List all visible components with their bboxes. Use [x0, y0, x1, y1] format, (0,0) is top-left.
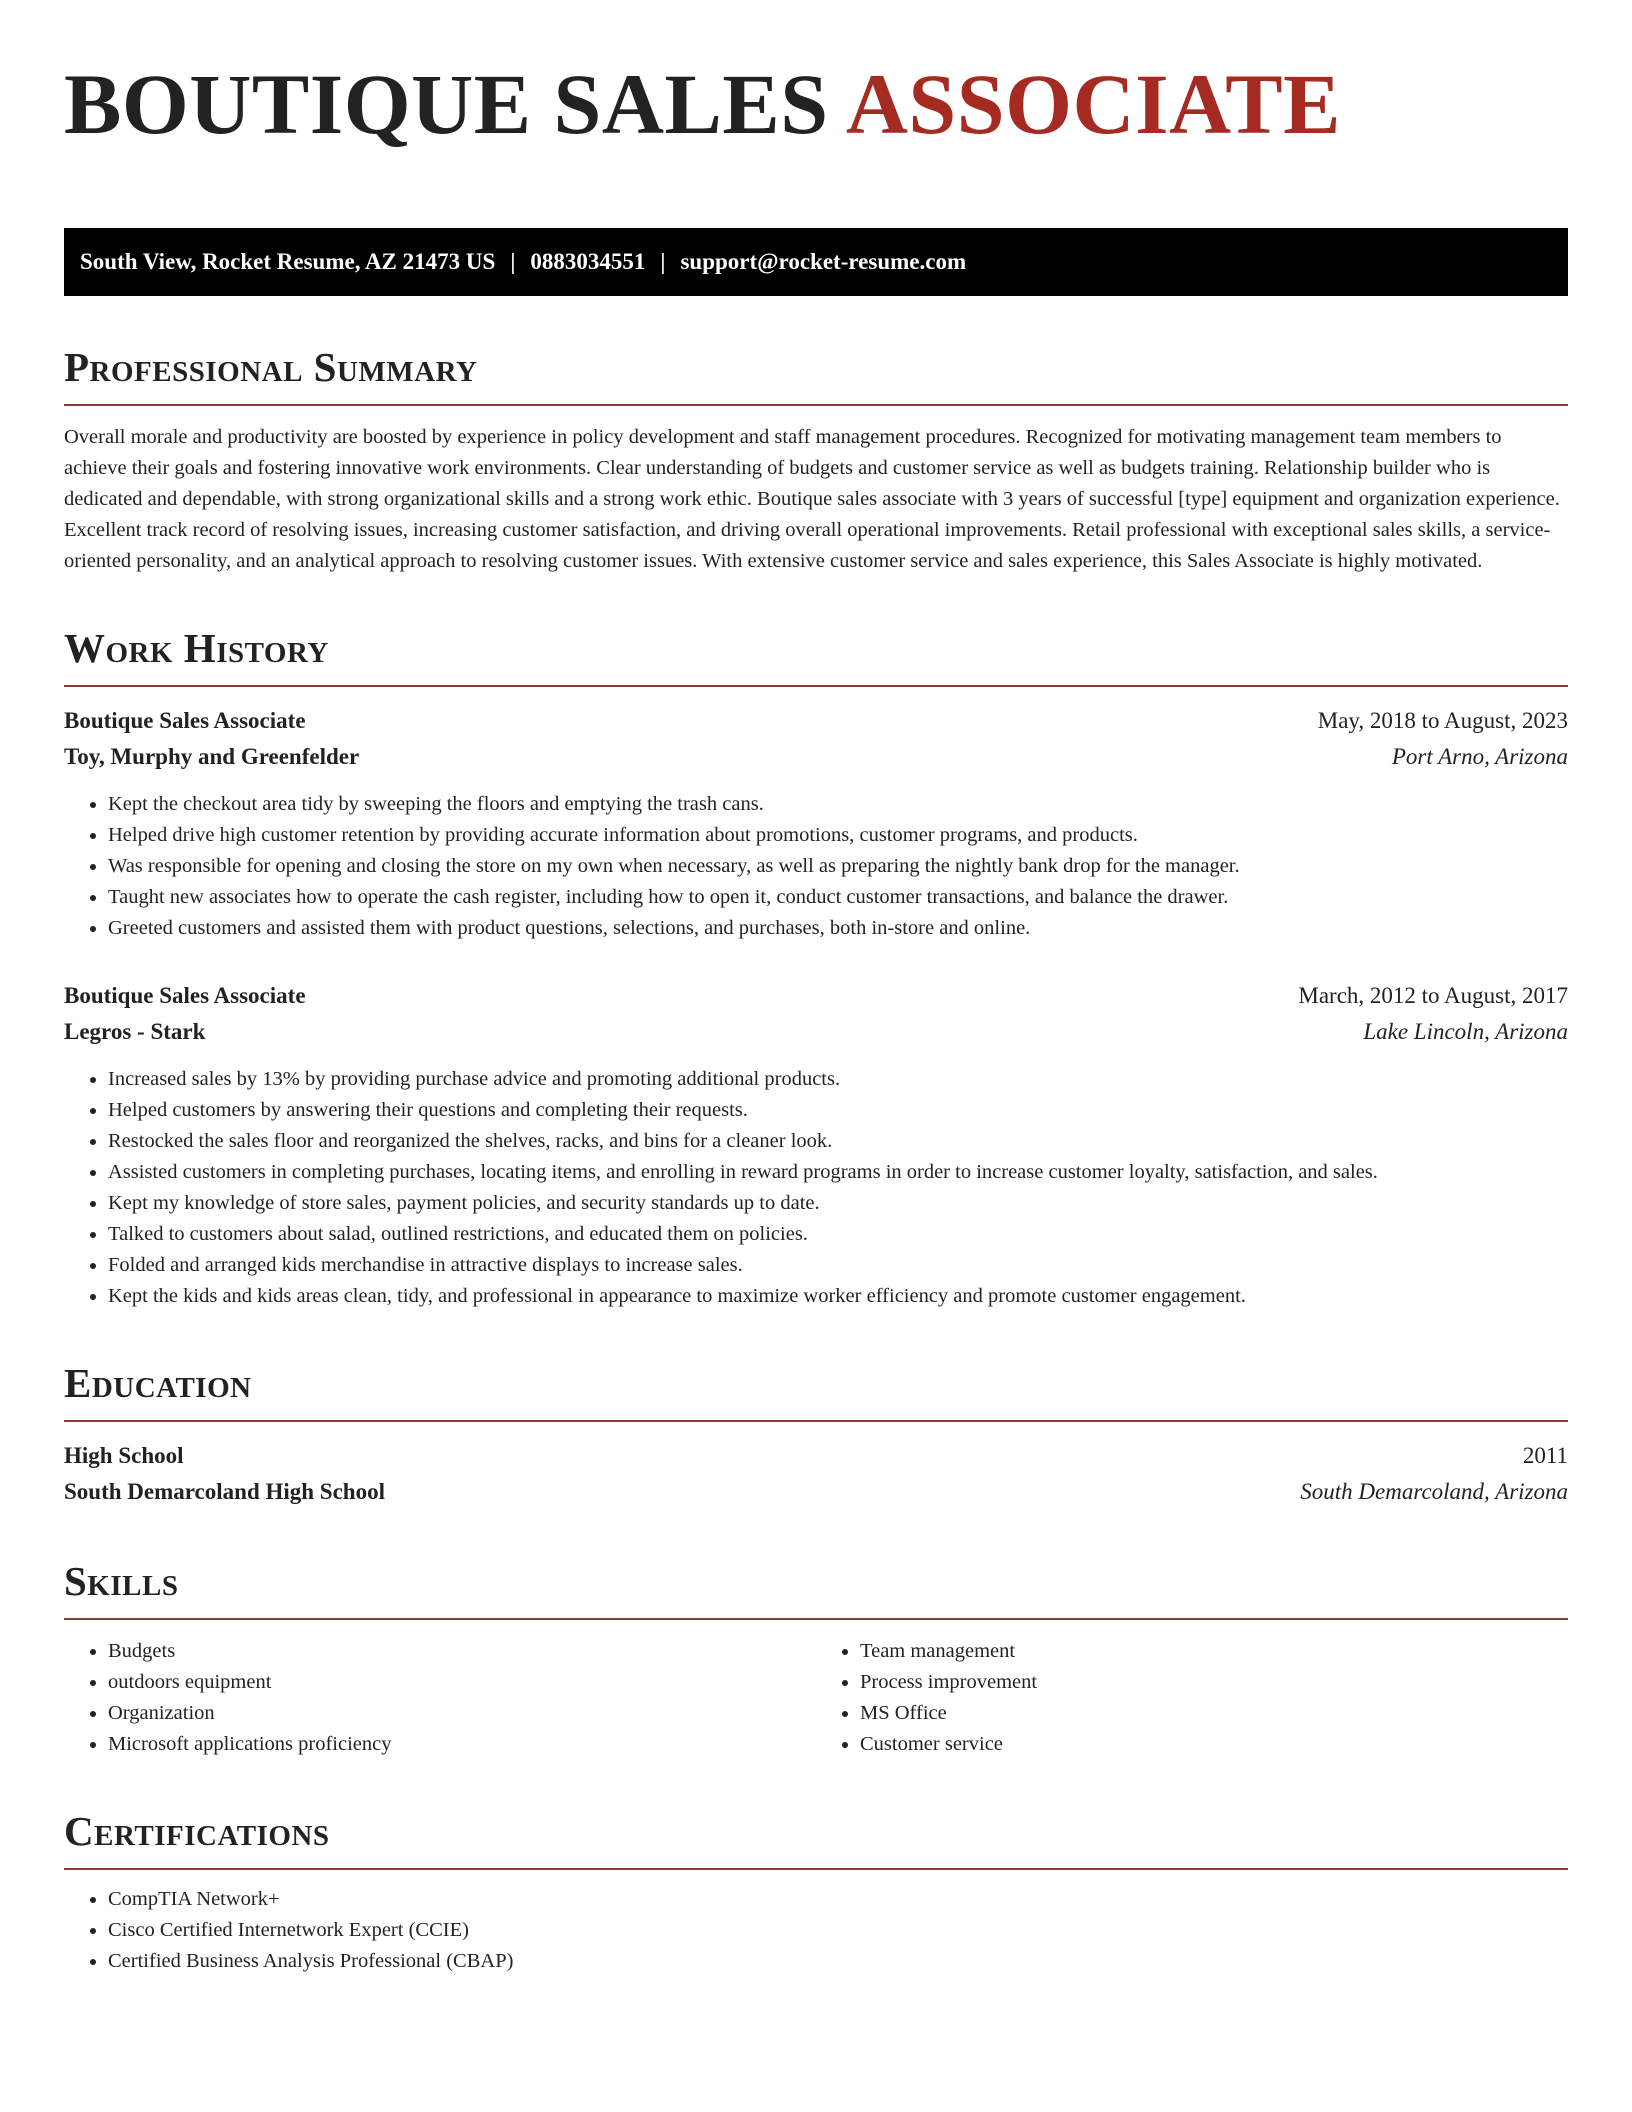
- certifications-heading: Certifications: [64, 1806, 1568, 1870]
- education-degree: High School: [64, 1443, 184, 1468]
- education-year: 2011: [1522, 1443, 1568, 1468]
- job-bullets: [64, 1064, 1568, 1312]
- job-company: Legros - Stark: [64, 1019, 206, 1044]
- certification-item: • CompTIA Network+: [108, 1884, 1568, 1915]
- job-bullet: • Increased sales by 13% by providing purchase advice and promoting additional products.: [108, 1064, 1568, 1095]
- contact-address: South View, Rocket Resume, AZ 21473 US: [80, 249, 496, 274]
- skill-item: • Team management: [860, 1636, 1568, 1667]
- job-bullet: • Helped drive high customer retention by providing accurate information about promotions, customer programs, and products.: [108, 820, 1568, 851]
- job-bullet: • Helped customers by answering their questions and completing their requests.: [108, 1095, 1568, 1126]
- job-header-row: [64, 703, 1568, 739]
- summary-heading: Professional Summary: [64, 342, 1568, 406]
- job-company-row: [64, 1014, 1568, 1050]
- certification-item: • Certified Business Analysis Professional (CBAP): [108, 1946, 1568, 1977]
- job-entry: [64, 978, 1568, 1312]
- job-entry: [64, 703, 1568, 944]
- job-bullet: • Kept my knowledge of store sales, payment policies, and security standards up to date.: [108, 1188, 1568, 1219]
- job-title: Boutique Sales Associate: [64, 983, 306, 1008]
- education-entry: [64, 1438, 1568, 1510]
- job-location: Port Arno, Arizona: [1391, 744, 1568, 769]
- certifications-list: [64, 1884, 1568, 1977]
- skills-grid: [64, 1636, 1568, 1760]
- education-heading: Education: [64, 1358, 1568, 1422]
- skill-item: • MS Office: [860, 1698, 1568, 1729]
- job-bullet: • Taught new associates how to operate the cash register, including how to open it, conduct customer transactions, and balance the drawer.: [108, 882, 1568, 913]
- title-accent: ASSOCIATE: [845, 56, 1341, 152]
- skill-item: • Microsoft applications proficiency: [108, 1729, 816, 1760]
- job-bullet: • Kept the checkout area tidy by sweeping the floors and emptying the trash cans.: [108, 789, 1568, 820]
- job-bullets: [64, 789, 1568, 944]
- contact-email: support@rocket-resume.com: [680, 249, 967, 274]
- job-company-row: [64, 739, 1568, 775]
- skill-item: • Process improvement: [860, 1667, 1568, 1698]
- certification-item: • Cisco Certified Internetwork Expert (CCIE): [108, 1915, 1568, 1946]
- education-location: South Demarcoland, Arizona: [1300, 1479, 1568, 1504]
- skills-column-right: [816, 1636, 1568, 1760]
- title-main: BOUTIQUE SALES: [64, 56, 829, 152]
- contact-separator: |: [510, 249, 516, 274]
- job-title: Boutique Sales Associate: [64, 708, 306, 733]
- contact-bar: [64, 228, 1568, 296]
- work-history-heading: Work History: [64, 623, 1568, 687]
- skill-item: • Organization: [108, 1698, 816, 1729]
- job-dates: May, 2018 to August, 2023: [1317, 708, 1568, 733]
- skill-item: • Budgets: [108, 1636, 816, 1667]
- job-dates: March, 2012 to August, 2017: [1298, 983, 1568, 1008]
- job-location: Lake Lincoln, Arizona: [1363, 1019, 1568, 1044]
- education-school-row: [64, 1474, 1568, 1510]
- skill-item: • outdoors equipment: [108, 1667, 816, 1698]
- resume-title: [64, 54, 1568, 154]
- contact-separator: |: [660, 249, 666, 274]
- job-bullet: • Assisted customers in completing purchases, locating items, and enrolling in reward programs in order to increase customer loyalty, satisfaction, and sales.: [108, 1157, 1568, 1188]
- education-header-row: [64, 1438, 1568, 1474]
- job-bullet: • Kept the kids and kids areas clean, tidy, and professional in appearance to maximize worker efficiency and promote customer engagement.: [108, 1281, 1568, 1312]
- summary-text: Overall morale and productivity are boosted by experience in policy development and staff management procedures. Recognized for motivating management team members to achieve their goals and fostering innovative work environments. Clear understanding of budgets and customer service as well as budgets training. Relationship builder who is dedicated and dependable, with strong organizational skills and a strong work ethic. Boutique sales associate with 3 years of successful [type] equipment and organization experience. Excellent track record of resolving issues, increasing customer satisfaction, and driving overall operational improvements. Retail professional with exceptional sales skills, a service-oriented personality, and an analytical approach to resolving customer issues. With extensive customer service and sales experience, this Sales Associate is highly motivated.: [64, 426, 1560, 572]
- job-bullet: • Greeted customers and assisted them with product questions, selections, and purchases, both in-store and online.: [108, 913, 1568, 944]
- job-bullet: • Talked to customers about salad, outlined restrictions, and educated them on policies.: [108, 1219, 1568, 1250]
- skills-heading: Skills: [64, 1556, 1568, 1620]
- job-bullet: • Restocked the sales floor and reorganized the shelves, racks, and bins for a cleaner look.: [108, 1126, 1568, 1157]
- job-bullet: • Was responsible for opening and closing the store on my own when necessary, as well as preparing the nightly bank drop for the manager.: [108, 851, 1568, 882]
- contact-phone: 0883034551: [530, 249, 646, 274]
- job-header-row: [64, 978, 1568, 1014]
- skill-item: • Customer service: [860, 1729, 1568, 1760]
- skills-column-left: [64, 1636, 816, 1760]
- job-company: Toy, Murphy and Greenfelder: [64, 744, 360, 769]
- job-bullet: • Folded and arranged kids merchandise in attractive displays to increase sales.: [108, 1250, 1568, 1281]
- education-school: South Demarcoland High School: [64, 1479, 385, 1504]
